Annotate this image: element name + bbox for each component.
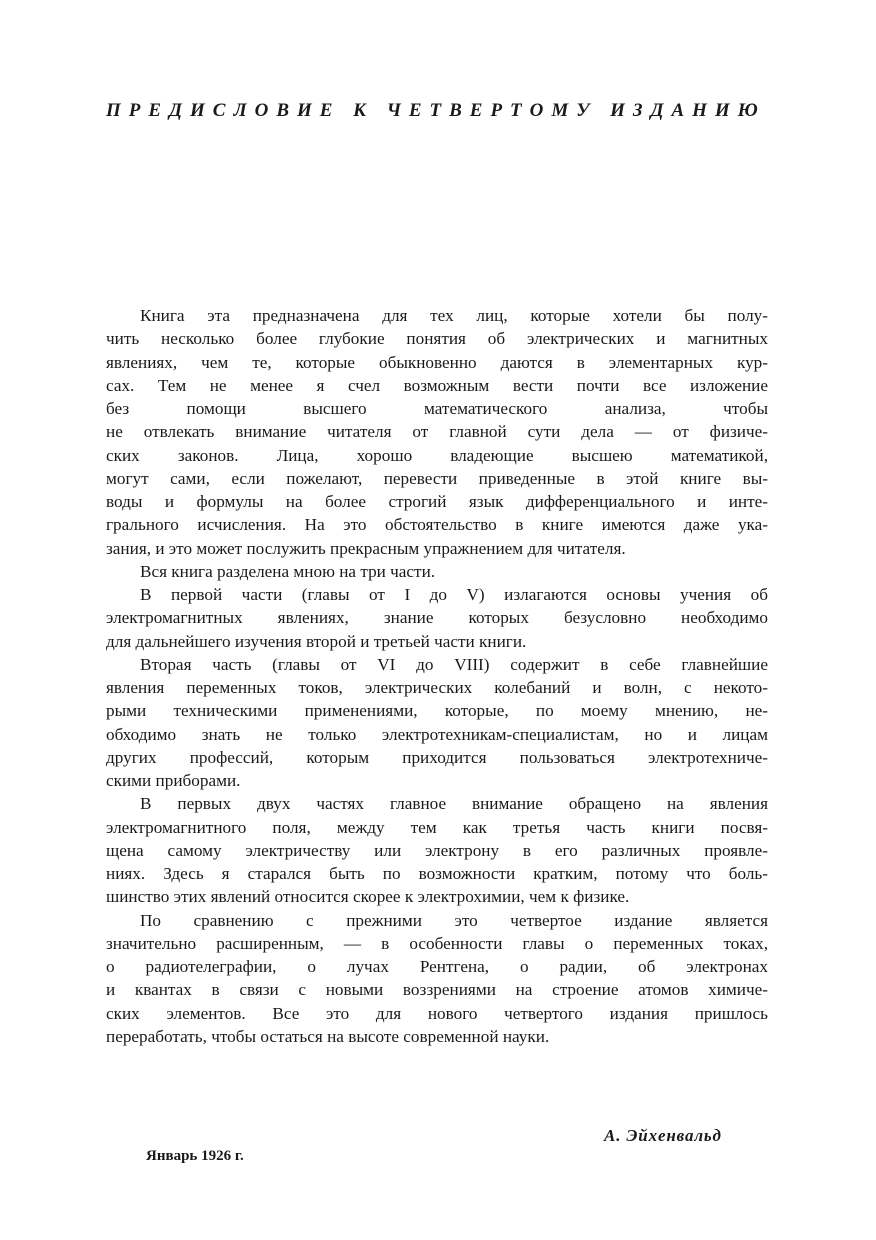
text-line: и квантах в связи с новыми воззрениями на строение атомов химиче-: [106, 980, 768, 1000]
text-line: грального исчисления. На это обстоятельство в книге имеются даже ука-: [106, 515, 768, 535]
text-line: явления переменных токов, электрических колебаний и волн, с некото-: [106, 678, 768, 697]
text-line: ских элементов. Все это для нового четвертого издания пришлось: [106, 1003, 768, 1023]
text-line: явлениях, чем те, которые обыкновенно даются в элементарных кур-: [106, 352, 768, 372]
text-line: без помощи высшего математического анализа, чтобы: [106, 399, 768, 418]
text-line: электромагнитных явлениях, знание которых безусловно необходимо: [106, 608, 768, 628]
text-line: не отвлекать внимание читателя от главной сути дела — от физиче-: [106, 422, 768, 442]
text-line: чить несколько более глубокие понятия об электрических и магнитных: [106, 329, 768, 349]
text-line: зания, и это может послужить прекрасным упражнением для читателя.: [106, 538, 626, 558]
text-line: По сравнению с прежними это четвертое издание является: [140, 910, 768, 930]
text-line: значительно расширенным, — в особенности главы о переменных токах,: [106, 933, 768, 953]
text-line: электромагнитного поля, между тем как третья часть книги посвя-: [106, 817, 768, 837]
text-line: о радиотелеграфии, о лучах Рентгена, о радии, об электронах: [106, 957, 768, 976]
text-line: В первых двух частях главное внимание обращено на явления: [140, 794, 768, 814]
text-line: обходимо знать не только электротехникам-специалистам, но и лицам: [106, 724, 768, 744]
author-signature: А. Эйхенвальд: [604, 1126, 722, 1145]
text-line: Книга эта предназначена для тех лиц, которые хотели бы полу-: [140, 306, 768, 325]
text-line: могут сами, если пожелают, перевести приведенные в этой книге вы-: [106, 468, 768, 488]
text-line: щена самому электричеству или электрону в его различных проявле-: [106, 840, 768, 860]
page-title: ПРЕДИСЛОВИЕ К ЧЕТВЕРТОМУ ИЗДАНИЮ: [106, 100, 766, 121]
text-line: ских законов. Лица, хорошо владеющие высшею математикой,: [106, 445, 768, 465]
text-line: переработать, чтобы остаться на высоте современной науки.: [106, 1026, 550, 1046]
text-line: для дальнейшего изучения второй и третьей части книги.: [106, 631, 527, 651]
text-line: Вся книга разделена мною на три части.: [140, 561, 436, 581]
text-line: воды и формулы на более строгий язык дифференциального и инте-: [106, 492, 768, 511]
date-line: Январь 1926 г.: [146, 1148, 244, 1164]
text-line: ниях. Здесь я старался быть по возможности кратким, потому что боль-: [106, 864, 768, 883]
text-line: скими приборами.: [106, 771, 241, 790]
text-line: шинство этих явлений относится скорее к электрохимии, чем к физике.: [106, 887, 630, 907]
preface-body: [106, 304, 768, 1048]
text-line: В первой части (главы от I до V) излагаются основы учения об: [140, 585, 768, 604]
text-line: других профессий, которым приходится пользоваться электротехниче-: [106, 747, 768, 767]
text-line: сах. Тем не менее я счел возможным вести почти все изложение: [106, 375, 768, 395]
text-line: Вторая часть (главы от VI до VIII) содержит в себе главнейшие: [140, 654, 768, 674]
text-line: рыми техническими применениями, которые, по моему мнению, не-: [106, 701, 768, 721]
